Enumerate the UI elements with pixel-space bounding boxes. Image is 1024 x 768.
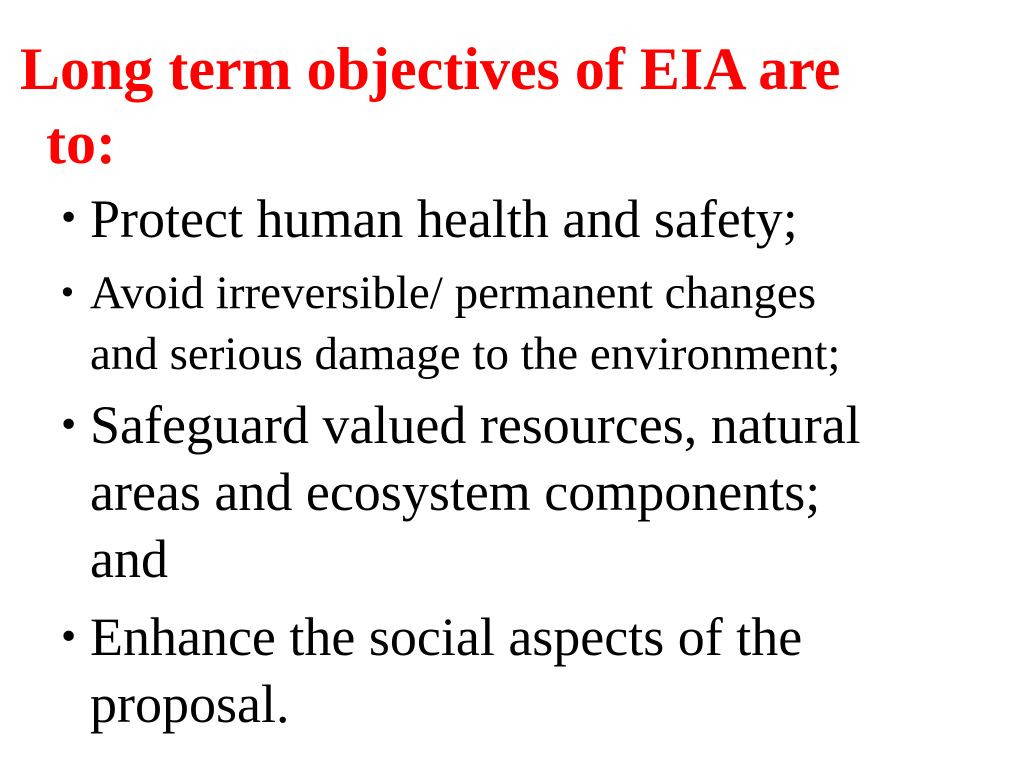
objective-item-avoid-changes (58, 263, 1008, 385)
objective-text-line: Protect human health and safety; (90, 189, 798, 249)
objective-text-line: and (90, 529, 168, 589)
bullet-marker: • (58, 274, 77, 312)
slide-title-line-2: to: (46, 110, 116, 176)
slide-title (20, 32, 1024, 180)
bullet-marker: • (58, 198, 80, 239)
objective-text-line: Safeguard valued resources, natural (90, 395, 861, 455)
objective-item-health-safety (58, 186, 1008, 252)
objective-text-line: areas and ecosystem components; (90, 462, 821, 522)
bullet-marker: • (58, 405, 80, 446)
objective-text-line: Avoid irreversible/ permanent changes (90, 267, 817, 319)
slide-title-line-1: Long term objectives of EIA are (20, 36, 841, 102)
objective-text-line: proposal. (90, 674, 290, 734)
bullet-marker: • (58, 617, 80, 658)
objective-item-safeguard-resources (58, 392, 1008, 593)
objective-item-social-aspects (58, 604, 1008, 738)
objective-text-line: and serious damage to the environment; (90, 328, 841, 380)
objective-text-line: Enhance the social aspects of the (90, 607, 803, 667)
